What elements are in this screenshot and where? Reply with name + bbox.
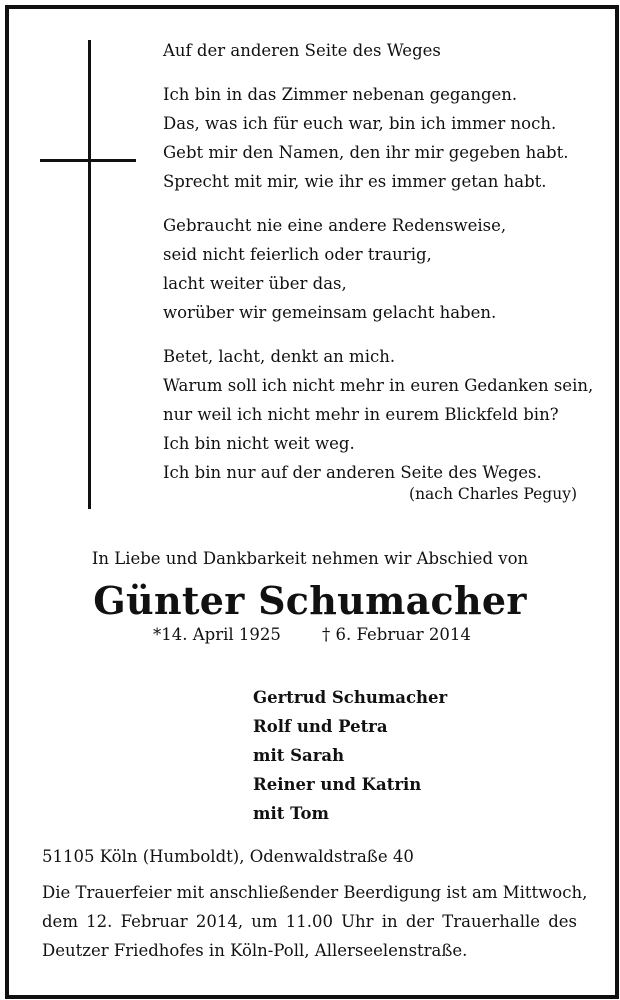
notice-line: Die Trauerfeier mit anschließender Beerdigung ist am Mittwoch, (42, 883, 588, 902)
poem-line: Sprecht mit mir, wie ihr es immer getan habt. (163, 172, 547, 191)
farewell-intro: In Liebe und Dankbarkeit nehmen wir Abschied von (91, 549, 529, 568)
poem-line: Gebraucht nie eine andere Redensweise, (163, 216, 507, 235)
mourners-list (253, 683, 447, 828)
family-address: 51105 Köln (Humboldt), Odenwaldstraße 40 (42, 847, 414, 866)
mourner-name: Reiner und Katrin (253, 775, 422, 794)
poem-credit: (nach Charles Peguy) (409, 485, 577, 503)
cross-horizontal-bar (40, 159, 136, 162)
poem-line: lacht weiter über das, (163, 274, 347, 293)
mourner-name: Rolf und Petra (253, 717, 388, 736)
poem-line: Das, was ich für euch war, bin ich immer noch. (163, 114, 557, 133)
death-date: † 6. Februar 2014 (322, 625, 471, 644)
notice-line: Deutzer Friedhofes in Köln-Poll, Allerseelenstraße. (42, 941, 468, 960)
notice-line: dem 12. Februar 2014, um 11.00 Uhr in der Trauerhalle des (42, 912, 577, 931)
deceased-name: Günter Schumacher (93, 578, 527, 623)
mourner-name: mit Tom (253, 804, 329, 823)
poem-line: seid nicht feierlich oder traurig, (163, 245, 432, 264)
poem (163, 36, 594, 487)
poem-line: Warum soll ich nicht mehr in euren Gedanken sein, (163, 376, 594, 395)
cross-vertical-bar (88, 40, 91, 509)
poem-title: Auf der anderen Seite des Weges (163, 41, 441, 60)
poem-line: Ich bin nur auf der anderen Seite des Weges. (163, 463, 542, 482)
mourner-name: mit Sarah (253, 746, 345, 765)
poem-line: nur weil ich nicht mehr in eurem Blickfeld bin? (163, 405, 559, 424)
birth-date: *14. April 1925 (153, 625, 281, 644)
funeral-notice (42, 878, 588, 965)
poem-line: Ich bin in das Zimmer nebenan gegangen. (163, 85, 518, 104)
poem-line: worüber wir gemeinsam gelacht haben. (163, 303, 497, 322)
mourner-name: Gertrud Schumacher (253, 688, 448, 707)
poem-line: Gebt mir den Namen, den ihr mir gegeben habt. (163, 143, 569, 162)
poem-line: Betet, lacht, denkt an mich. (163, 347, 396, 366)
poem-line: Ich bin nicht weit weg. (163, 434, 355, 453)
